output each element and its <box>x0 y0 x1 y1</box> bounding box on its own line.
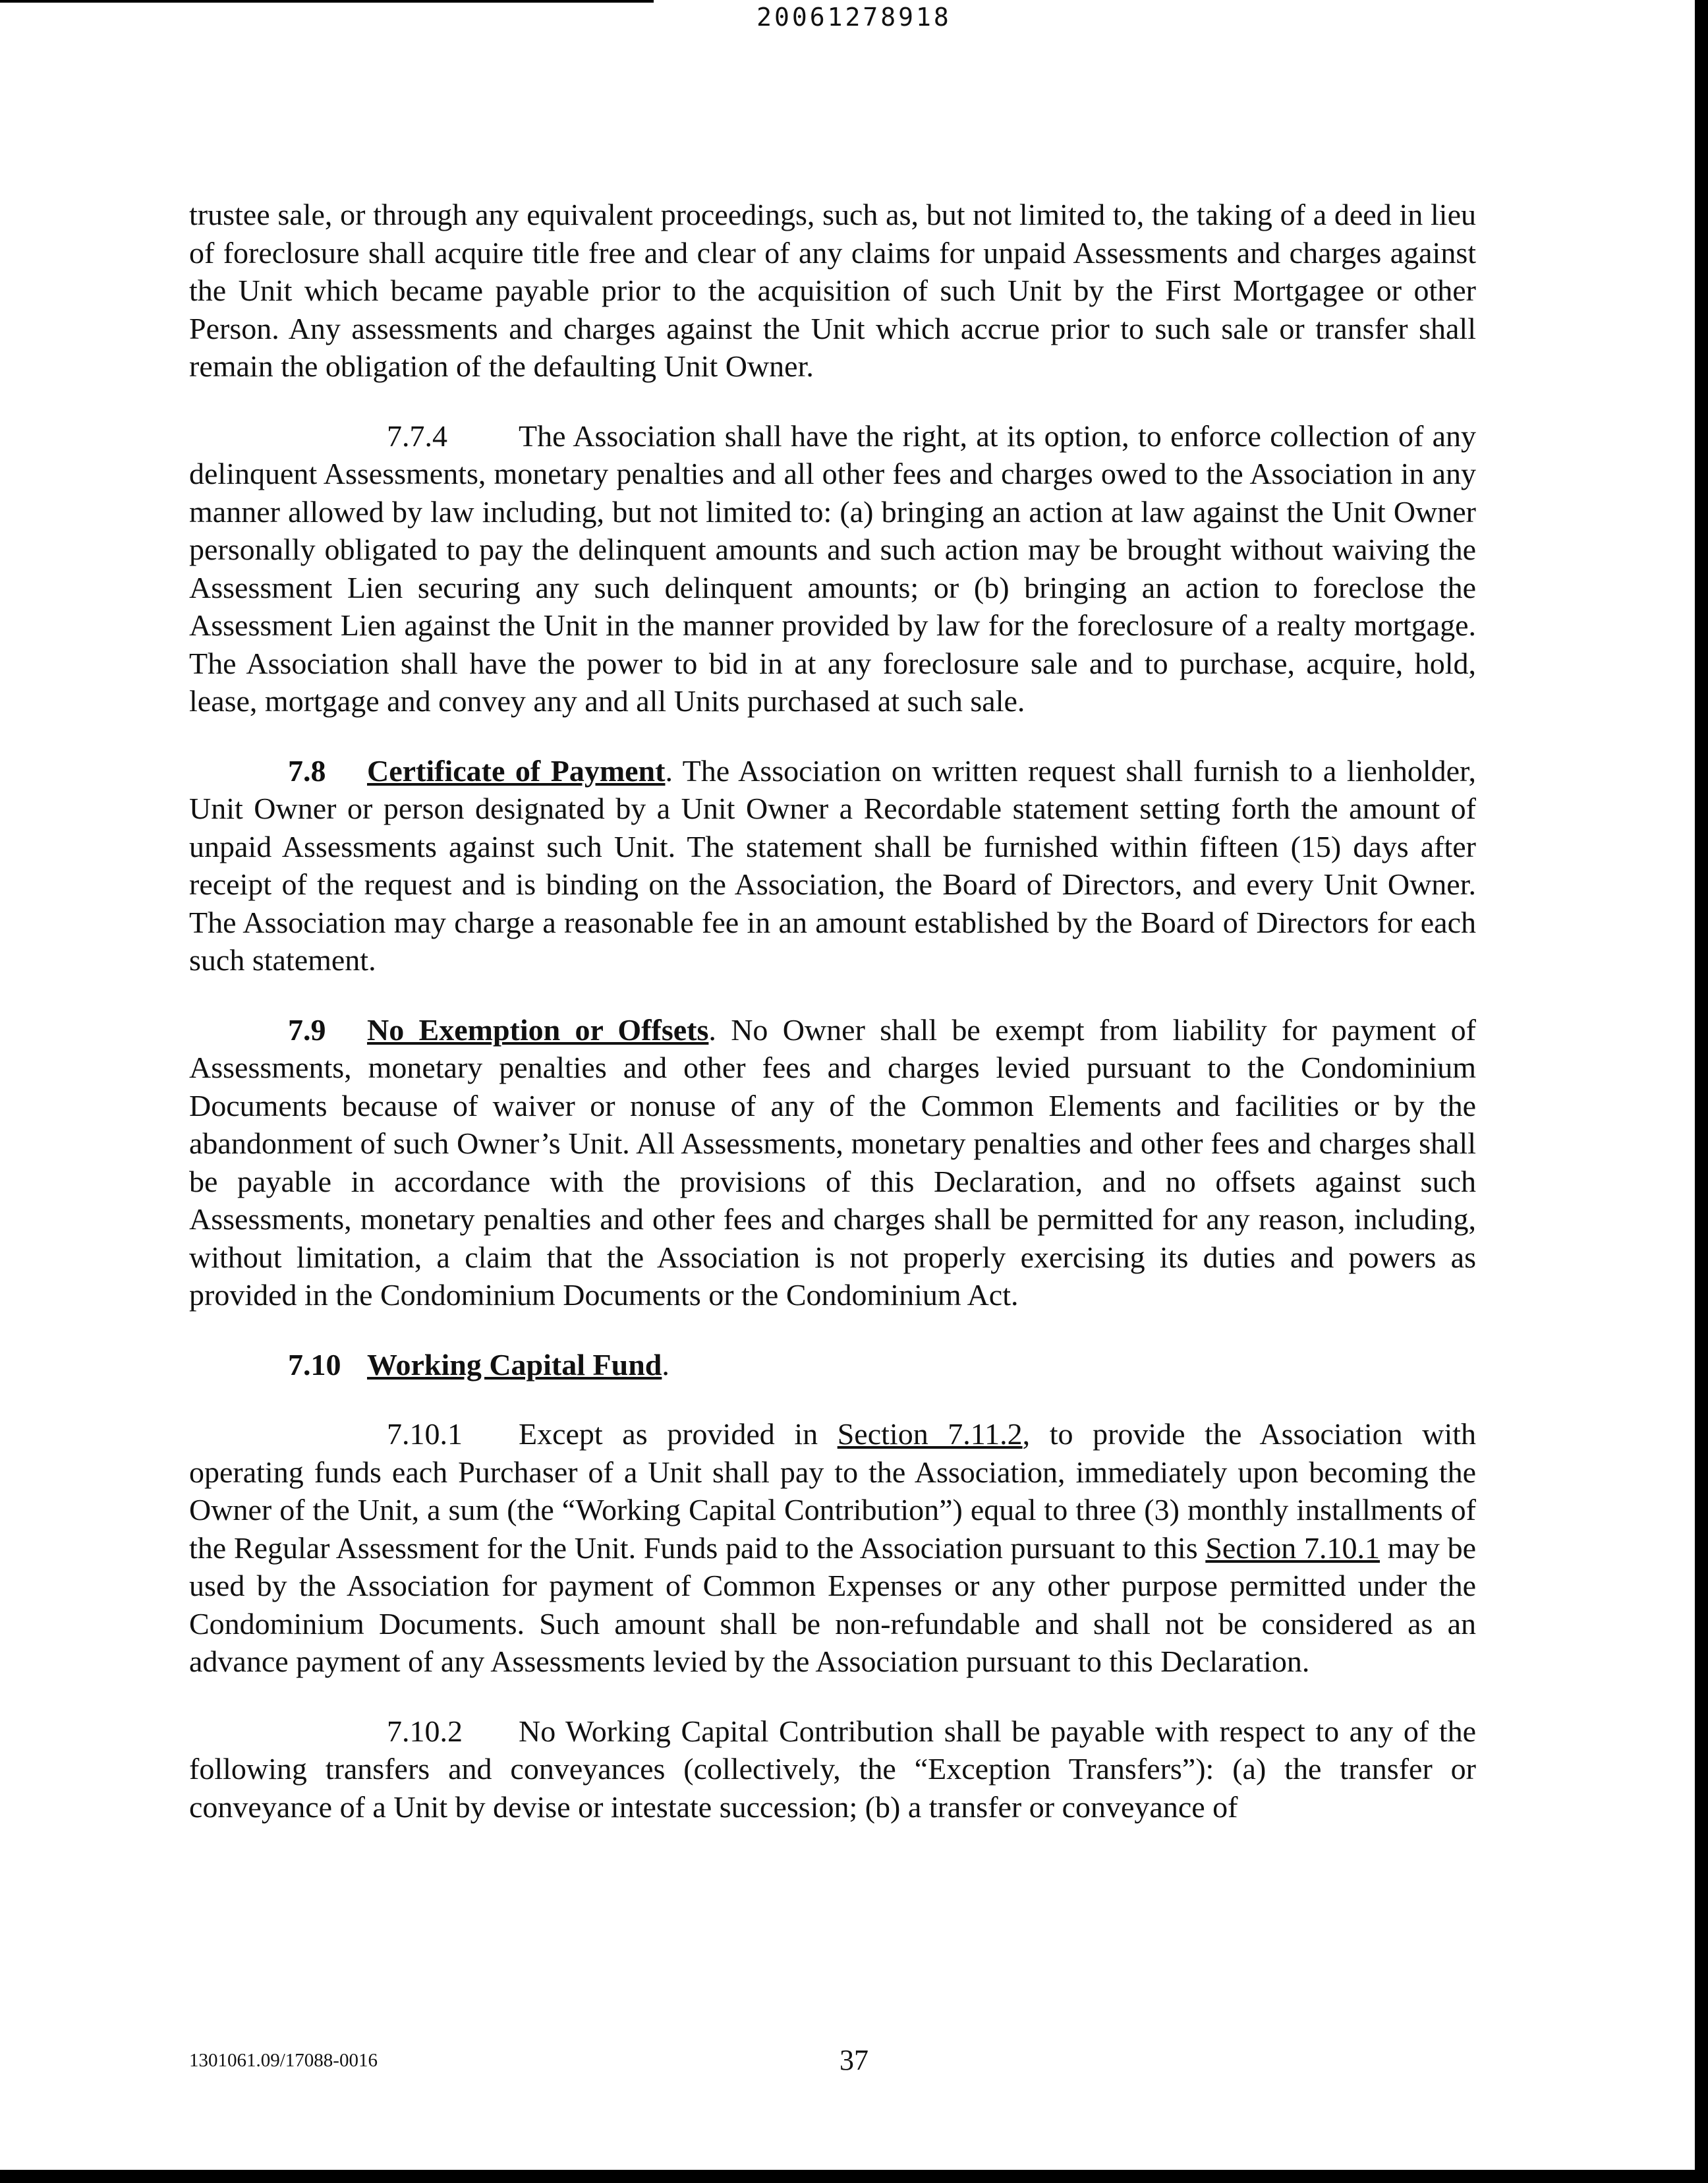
section-7-8 <box>189 752 1476 979</box>
paragraph-text: . The Association on written request shall furnish to a lienholder, Unit Owner or person designated by a Unit Owner a Recordable statement setting forth the amount of unpaid Assessments against such Unit. The statement shall be furnished within fifteen (15) days after receipt of the request and is binding on the Association, the Board of Directors, and every Unit Owner. The Association may charge a reasonable fee in an amount established by the Board of Directors for each such statement. <box>189 753 1476 977</box>
section-heading: Working Capital Fund <box>367 1347 662 1382</box>
paragraph-7-10-1 <box>189 1415 1476 1681</box>
section-reference: Section 7.10.1 <box>1205 1530 1380 1565</box>
right-scan-edge <box>1695 0 1708 2183</box>
document-body <box>189 196 1476 1826</box>
paragraph-text: , to provide the Association with operating funds each Purchaser of a Unit shall pay to the Association, immediately upon becoming the Owner of the Unit, a sum (the “Working Capital Contribution”) equal to three (3) monthly installments of the Regular Assessment for the Unit. Funds paid to the Association pursuant to this <box>189 1417 1477 1565</box>
section-heading: Certificate of Payment <box>367 753 666 788</box>
paragraph-text: Except as provided in <box>519 1417 838 1451</box>
subsection-number: 7.10.2 <box>387 1714 463 1748</box>
paragraph-text: No Working Capital Contribution shall be payable with respect to any of the following transfers and conveyances (collectively, the “Exception Transfers”): (a) the transfer or conveyance of a Unit by devise or intestate succession; (b) a transfer or conveyance of <box>189 1714 1476 1824</box>
subsection-number: 7.7.4 <box>387 419 447 453</box>
paragraph-text: . <box>662 1347 669 1382</box>
footer-document-id: 1301061.09/17088-0016 <box>189 2050 378 2071</box>
subsection-number: 7.10.1 <box>387 1417 463 1451</box>
paragraph-7-7-4 <box>189 417 1476 720</box>
page-number: 37 <box>840 2044 868 2076</box>
section-number: 7.9 <box>288 1012 326 1047</box>
paragraph-continuation: trustee sale, or through any equivalent proceedings, such as, but not limited to, the taking of a deed in lieu of foreclosure shall acquire title free and clear of any claims for unpaid Assessments and charges against the Unit which became payable prior to the acquisition of such Unit by the First Mortgagee or other Person. Any assessments and charges against the Unit which accrue prior to such sale or transfer shall remain the obligation of the defaulting Unit Owner. <box>189 198 1476 383</box>
section-reference: Section 7.11.2 <box>837 1417 1023 1451</box>
section-number: 7.8 <box>288 753 326 788</box>
paragraph-7-10-2 <box>189 1712 1476 1826</box>
bottom-scan-edge <box>0 2170 1708 2183</box>
section-number: 7.10 <box>288 1347 341 1382</box>
paragraph-text: The Association shall have the right, at its option, to enforce collection of any delinquent Assessments, monetary penalties and all other fees and charges owed to the Association in any manner allowed by law including, but not limited to: (a) bringing an action at law against the Unit Owner personally obligated to pay the delinquent amounts and such action may be brought without waiving the Assessment Lien securing any such delinquent amounts; or (b) bringing an action to foreclose the Assessment Lien against the Unit in the manner provided by law for the foreclosure of a realty mortgage. The Association shall have the power to bid in at any foreclosure sale and to purchase, acquire, hold, lease, mortgage and convey any and all Units purchased at such sale. <box>189 419 1476 718</box>
section-7-10 <box>189 1346 1476 1384</box>
paragraph-text: . No Owner shall be exempt from liability for payment of Assessments, monetary penalties and other fees and charges levied pursuant to the Condominium Documents because of waiver or nonuse of any of the Common Elements and facilities or by the abandonment of such Owner’s Unit. All Assessments, monetary penalties and other fees and charges shall be payable in accordance with the provisions of this Declaration, and no offsets against such Assessments, monetary penalties and other fees and charges shall be permitted for any reason, including, without limitation, a claim that the Association is not properly exercising its duties and powers as provided in the Condominium Documents or the Condominium Act. <box>189 1012 1476 1312</box>
recording-number: 20061278918 <box>756 3 952 32</box>
paragraph-text: may be used by the Association for payment of Common Expenses or any other purpose permitted under the Condominium Documents. Such amount shall be non-refundable and shall not be considered as an advance payment of any Assessments levied by the Association pursuant to this Declaration. <box>189 1530 1476 1678</box>
section-7-9 <box>189 1011 1476 1314</box>
section-heading: No Exemption or Offsets <box>367 1012 709 1047</box>
